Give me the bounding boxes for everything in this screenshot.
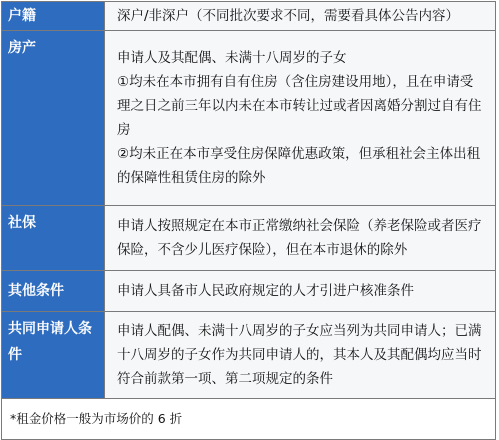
row-value-hukou: [105, 2, 496, 31]
row-value-social-insurance: [105, 206, 496, 271]
row-value-other-conditions: [105, 271, 496, 312]
row-label-social-insurance: 社保: [2, 206, 105, 271]
rent-price-note: *租金价格一般为市场价的 6 折: [2, 399, 496, 440]
row-value-property: [105, 31, 496, 206]
row-label-co-applicant: 共同申请人条件: [2, 312, 105, 399]
requirements-table: [1, 1, 496, 440]
row-text: 申请人配偶、未满十八周岁的子女应当列为共同申请人；已满十八周岁的子女作为共同申请人的，其本人及其配偶均应当时符合前款第一项、第二项规定的条件: [117, 323, 482, 387]
table-row-other-conditions: [2, 271, 496, 312]
row-text: 深户/非深户（不同批次要求不同，需要看具体公告内容）: [117, 8, 460, 24]
row-text: 申请人按照规定在本市正常缴纳社会保险（养老保险或者医疗保险，不含少儿医疗保险），但在本市退休的除外: [117, 218, 482, 258]
row-label-other-conditions: 其他条件: [2, 271, 105, 312]
row-text: ②均未正在本市享受住房保障优惠政策，但承租社会主体出租的保障性租赁住房的除外: [117, 146, 481, 186]
row-text: 申请人具备市人民政府规定的人才引进户核准条件: [117, 283, 414, 299]
table-row-hukou: [2, 2, 496, 31]
table-row-co-applicant: [2, 312, 496, 399]
row-text: ①均未在本市拥有自有住房（含住房建设用地），且在申请受理之日之前三年以内未在本市转让过或者因离婚分割过自有住房: [117, 74, 482, 138]
row-label-hukou: 户籍: [2, 2, 105, 31]
table-row-note: [2, 399, 496, 440]
row-text: 申请人及其配偶、未满十八周岁的子女: [117, 50, 347, 66]
table-row-property: [2, 31, 496, 206]
requirements-table-container: [1, 1, 496, 440]
row-label-property: 房产: [2, 31, 105, 206]
table-row-social-insurance: [2, 206, 496, 271]
row-value-co-applicant: [105, 312, 496, 399]
